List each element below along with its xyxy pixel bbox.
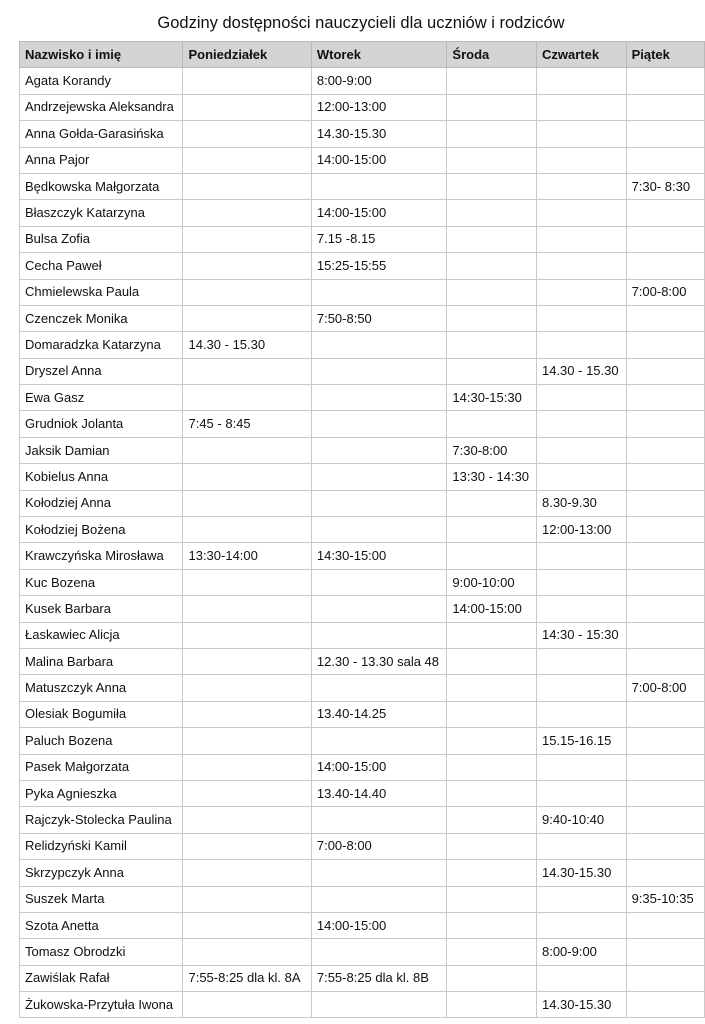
tuesday-cell (311, 860, 447, 886)
tuesday-cell (311, 279, 447, 305)
thursday-cell (536, 94, 626, 120)
table-row (20, 437, 705, 463)
wednesday-cell (447, 68, 537, 94)
monday-cell: 7:45 - 8:45 (183, 411, 311, 437)
wednesday-cell (447, 490, 537, 516)
thursday-cell: 14.30-15.30 (536, 860, 626, 886)
monday-cell (183, 121, 311, 147)
teacher-name-cell: Olesiak Bogumiła (20, 701, 183, 727)
thursday-cell (536, 543, 626, 569)
tuesday-cell (311, 437, 447, 463)
wednesday-cell (447, 912, 537, 938)
thursday-cell (536, 912, 626, 938)
monday-cell (183, 780, 311, 806)
teacher-name-cell: Zawiślak Rafał (20, 965, 183, 991)
thursday-cell (536, 569, 626, 595)
tuesday-cell (311, 411, 447, 437)
thursday-cell (536, 437, 626, 463)
table-row (20, 147, 705, 173)
wednesday-cell (447, 305, 537, 331)
monday-cell (183, 754, 311, 780)
tuesday-cell: 14:00-15:00 (311, 200, 447, 226)
wednesday-cell (447, 860, 537, 886)
teacher-name-cell: Łaskawiec Alicja (20, 622, 183, 648)
friday-cell (626, 121, 704, 147)
table-row (20, 780, 705, 806)
friday-cell (626, 648, 704, 674)
teacher-name-cell: Kuc Bozena (20, 569, 183, 595)
table-row (20, 939, 705, 965)
teacher-name-cell: Suszek Marta (20, 886, 183, 912)
table-row (20, 332, 705, 358)
tuesday-cell (311, 596, 447, 622)
column-header-name: Nazwisko i imię (20, 42, 183, 68)
monday-cell (183, 622, 311, 648)
tuesday-cell (311, 490, 447, 516)
thursday-cell (536, 147, 626, 173)
monday-cell (183, 385, 311, 411)
friday-cell (626, 411, 704, 437)
friday-cell (626, 385, 704, 411)
tuesday-cell (311, 807, 447, 833)
friday-cell: 9:35-10:35 (626, 886, 704, 912)
table-row (20, 965, 705, 991)
wednesday-cell (447, 253, 537, 279)
tuesday-cell (311, 385, 447, 411)
thursday-cell: 15.15-16.15 (536, 728, 626, 754)
wednesday-cell (447, 332, 537, 358)
table-row (20, 464, 705, 490)
monday-cell (183, 147, 311, 173)
friday-cell (626, 200, 704, 226)
table-row (20, 305, 705, 331)
tuesday-cell: 13.40-14.40 (311, 780, 447, 806)
tuesday-cell: 8:00-9:00 (311, 68, 447, 94)
table-row (20, 648, 705, 674)
teacher-name-cell: Błaszczyk Katarzyna (20, 200, 183, 226)
table-row (20, 701, 705, 727)
monday-cell (183, 253, 311, 279)
table-row (20, 68, 705, 94)
table-row (20, 622, 705, 648)
tuesday-cell: 12:00-13:00 (311, 94, 447, 120)
monday-cell (183, 860, 311, 886)
table-row (20, 279, 705, 305)
teacher-name-cell: Grudniok Jolanta (20, 411, 183, 437)
thursday-cell: 14:30 - 15:30 (536, 622, 626, 648)
tuesday-cell: 7:00-8:00 (311, 833, 447, 859)
thursday-cell (536, 464, 626, 490)
table-row (20, 675, 705, 701)
thursday-cell (536, 173, 626, 199)
teacher-name-cell: Anna Gołda-Garasińska (20, 121, 183, 147)
wednesday-cell (447, 411, 537, 437)
tuesday-cell (311, 569, 447, 595)
friday-cell (626, 305, 704, 331)
tuesday-cell (311, 358, 447, 384)
friday-cell (626, 833, 704, 859)
table-row (20, 358, 705, 384)
table-row (20, 385, 705, 411)
table-row (20, 226, 705, 252)
friday-cell (626, 807, 704, 833)
friday-cell (626, 569, 704, 595)
tuesday-cell: 7.15 -8.15 (311, 226, 447, 252)
teacher-name-cell: Pyka Agnieszka (20, 780, 183, 806)
monday-cell: 14.30 - 15.30 (183, 332, 311, 358)
friday-cell (626, 358, 704, 384)
table-row (20, 754, 705, 780)
friday-cell (626, 253, 704, 279)
monday-cell (183, 596, 311, 622)
thursday-cell (536, 780, 626, 806)
wednesday-cell (447, 965, 537, 991)
friday-cell (626, 464, 704, 490)
thursday-cell (536, 833, 626, 859)
thursday-cell (536, 965, 626, 991)
teacher-name-cell: Anna Pajor (20, 147, 183, 173)
teacher-name-cell: Pasek Małgorzata (20, 754, 183, 780)
wednesday-cell (447, 701, 537, 727)
monday-cell (183, 807, 311, 833)
friday-cell (626, 754, 704, 780)
table-row (20, 992, 705, 1018)
column-header-monday: Poniedziałek (183, 42, 311, 68)
monday-cell (183, 464, 311, 490)
teacher-name-cell: Krawczyńska Mirosława (20, 543, 183, 569)
monday-cell: 13:30-14:00 (183, 543, 311, 569)
thursday-cell (536, 596, 626, 622)
wednesday-cell (447, 226, 537, 252)
monday-cell (183, 305, 311, 331)
friday-cell (626, 437, 704, 463)
monday-cell (183, 173, 311, 199)
monday-cell (183, 675, 311, 701)
thursday-cell (536, 332, 626, 358)
thursday-cell: 14.30-15.30 (536, 992, 626, 1018)
thursday-cell: 14.30 - 15.30 (536, 358, 626, 384)
teacher-name-cell: Jaksik Damian (20, 437, 183, 463)
table-row (20, 807, 705, 833)
table-row (20, 200, 705, 226)
teacher-name-cell: Kusek Barbara (20, 596, 183, 622)
table-row (20, 490, 705, 516)
monday-cell (183, 992, 311, 1018)
thursday-cell (536, 648, 626, 674)
teacher-name-cell: Relidzyński Kamil (20, 833, 183, 859)
table-row (20, 253, 705, 279)
wednesday-cell (447, 886, 537, 912)
tuesday-cell: 15:25-15:55 (311, 253, 447, 279)
teacher-name-cell: Będkowska Małgorzata (20, 173, 183, 199)
teacher-name-cell: Kołodziej Bożena (20, 517, 183, 543)
teacher-name-cell: Rajczyk-Stolecka Paulina (20, 807, 183, 833)
monday-cell (183, 517, 311, 543)
thursday-cell (536, 385, 626, 411)
tuesday-cell (311, 886, 447, 912)
monday-cell (183, 358, 311, 384)
monday-cell (183, 279, 311, 305)
table-row (20, 860, 705, 886)
teacher-name-cell: Matuszczyk Anna (20, 675, 183, 701)
wednesday-cell (447, 543, 537, 569)
friday-cell (626, 780, 704, 806)
wednesday-cell (447, 807, 537, 833)
thursday-cell (536, 305, 626, 331)
wednesday-cell (447, 754, 537, 780)
tuesday-cell (311, 622, 447, 648)
friday-cell (626, 147, 704, 173)
teacher-name-cell: Bulsa Zofia (20, 226, 183, 252)
friday-cell (626, 622, 704, 648)
table-header-row (20, 42, 705, 68)
friday-cell (626, 490, 704, 516)
thursday-cell (536, 411, 626, 437)
friday-cell (626, 517, 704, 543)
thursday-cell (536, 68, 626, 94)
tuesday-cell (311, 992, 447, 1018)
teacher-name-cell: Kołodziej Anna (20, 490, 183, 516)
table-row (20, 728, 705, 754)
monday-cell (183, 490, 311, 516)
tuesday-cell: 14:30-15:00 (311, 543, 447, 569)
wednesday-cell: 7:30-8:00 (447, 437, 537, 463)
wednesday-cell (447, 622, 537, 648)
wednesday-cell: 9:00-10:00 (447, 569, 537, 595)
table-row (20, 912, 705, 938)
table-row (20, 517, 705, 543)
friday-cell (626, 226, 704, 252)
availability-table (19, 41, 705, 1018)
table-row (20, 886, 705, 912)
thursday-cell: 12:00-13:00 (536, 517, 626, 543)
thursday-cell (536, 253, 626, 279)
wednesday-cell: 13:30 - 14:30 (447, 464, 537, 490)
thursday-cell (536, 754, 626, 780)
teacher-name-cell: Skrzypczyk Anna (20, 860, 183, 886)
thursday-cell (536, 701, 626, 727)
teacher-name-cell: Żukowska-Przytuła Iwona (20, 992, 183, 1018)
tuesday-cell: 14:00-15:00 (311, 147, 447, 173)
tuesday-cell (311, 675, 447, 701)
table-row (20, 833, 705, 859)
friday-cell (626, 94, 704, 120)
wednesday-cell (447, 833, 537, 859)
friday-cell (626, 939, 704, 965)
monday-cell (183, 833, 311, 859)
tuesday-cell (311, 173, 447, 199)
friday-cell (626, 860, 704, 886)
monday-cell (183, 886, 311, 912)
wednesday-cell (447, 279, 537, 305)
table-row (20, 543, 705, 569)
thursday-cell (536, 279, 626, 305)
thursday-cell (536, 200, 626, 226)
monday-cell: 7:55-8:25 dla kl. 8A (183, 965, 311, 991)
wednesday-cell (447, 173, 537, 199)
tuesday-cell: 12.30 - 13.30 sala 48 (311, 648, 447, 674)
wednesday-cell (447, 939, 537, 965)
teacher-name-cell: Paluch Bozena (20, 728, 183, 754)
friday-cell (626, 596, 704, 622)
thursday-cell (536, 226, 626, 252)
wednesday-cell (447, 517, 537, 543)
monday-cell (183, 648, 311, 674)
thursday-cell: 9:40-10:40 (536, 807, 626, 833)
tuesday-cell: 13.40-14.25 (311, 701, 447, 727)
wednesday-cell (447, 675, 537, 701)
thursday-cell: 8:00-9:00 (536, 939, 626, 965)
teacher-name-cell: Domaradzka Katarzyna (20, 332, 183, 358)
friday-cell (626, 992, 704, 1018)
teacher-name-cell: Cecha Paweł (20, 253, 183, 279)
tuesday-cell: 7:50-8:50 (311, 305, 447, 331)
friday-cell: 7:00-8:00 (626, 279, 704, 305)
column-header-thursday: Czwartek (536, 42, 626, 68)
monday-cell (183, 569, 311, 595)
wednesday-cell (447, 94, 537, 120)
tuesday-cell (311, 332, 447, 358)
table-row (20, 411, 705, 437)
wednesday-cell: 14:30-15:30 (447, 385, 537, 411)
tuesday-cell: 7:55-8:25 dla kl. 8B (311, 965, 447, 991)
thursday-cell (536, 675, 626, 701)
monday-cell (183, 939, 311, 965)
table-body (20, 68, 705, 1018)
teacher-name-cell: Dryszel Anna (20, 358, 183, 384)
table-row (20, 121, 705, 147)
friday-cell: 7:30- 8:30 (626, 173, 704, 199)
tuesday-cell (311, 728, 447, 754)
teacher-name-cell: Czenczek Monika (20, 305, 183, 331)
friday-cell (626, 912, 704, 938)
table-row (20, 173, 705, 199)
tuesday-cell (311, 939, 447, 965)
column-header-wednesday: Środa (447, 42, 537, 68)
tuesday-cell: 14:00-15:00 (311, 912, 447, 938)
friday-cell (626, 68, 704, 94)
page-title: Godziny dostępności nauczycieli dla uczniów i rodziców (157, 14, 565, 32)
column-header-friday: Piątek (626, 42, 704, 68)
table-row (20, 596, 705, 622)
teacher-name-cell: Kobielus Anna (20, 464, 183, 490)
wednesday-cell (447, 648, 537, 674)
monday-cell (183, 200, 311, 226)
teacher-name-cell: Ewa Gasz (20, 385, 183, 411)
friday-cell (626, 543, 704, 569)
monday-cell (183, 68, 311, 94)
teacher-name-cell: Szota Anetta (20, 912, 183, 938)
monday-cell (183, 912, 311, 938)
monday-cell (183, 701, 311, 727)
wednesday-cell (447, 728, 537, 754)
monday-cell (183, 437, 311, 463)
table-row (20, 569, 705, 595)
wednesday-cell (447, 200, 537, 226)
column-header-tuesday: Wtorek (311, 42, 447, 68)
friday-cell: 7:00-8:00 (626, 675, 704, 701)
teacher-name-cell: Tomasz Obrodzki (20, 939, 183, 965)
tuesday-cell: 14.30-15.30 (311, 121, 447, 147)
tuesday-cell: 14:00-15:00 (311, 754, 447, 780)
friday-cell (626, 965, 704, 991)
teacher-name-cell: Chmielewska Paula (20, 279, 183, 305)
thursday-cell (536, 886, 626, 912)
table-row (20, 94, 705, 120)
teacher-name-cell: Malina Barbara (20, 648, 183, 674)
monday-cell (183, 226, 311, 252)
wednesday-cell (447, 147, 537, 173)
monday-cell (183, 94, 311, 120)
thursday-cell: 8.30-9.30 (536, 490, 626, 516)
friday-cell (626, 332, 704, 358)
thursday-cell (536, 121, 626, 147)
teacher-name-cell: Agata Korandy (20, 68, 183, 94)
wednesday-cell (447, 780, 537, 806)
wednesday-cell (447, 121, 537, 147)
teacher-name-cell: Andrzejewska Aleksandra (20, 94, 183, 120)
friday-cell (626, 728, 704, 754)
tuesday-cell (311, 517, 447, 543)
wednesday-cell (447, 992, 537, 1018)
friday-cell (626, 701, 704, 727)
tuesday-cell (311, 464, 447, 490)
wednesday-cell: 14:00-15:00 (447, 596, 537, 622)
wednesday-cell (447, 358, 537, 384)
monday-cell (183, 728, 311, 754)
